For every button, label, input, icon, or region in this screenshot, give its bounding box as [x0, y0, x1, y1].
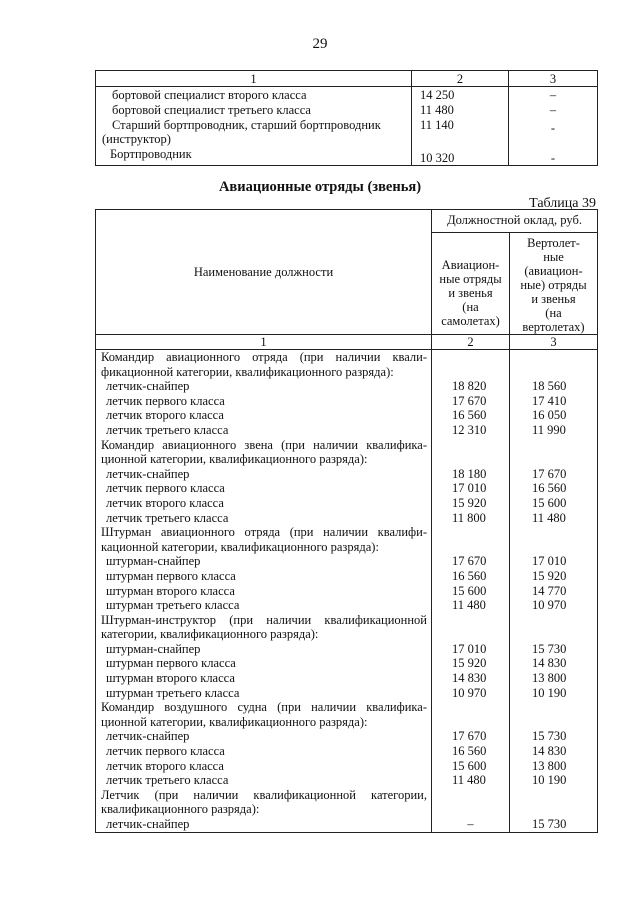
table-row [96, 467, 598, 482]
aircraft-salary-value [432, 613, 510, 628]
helicopter-salary-value: 17 010 [510, 554, 598, 569]
helicopter-salary-value: 17 410 [510, 394, 598, 409]
helicopter-salary-value: 15 730 [510, 729, 598, 744]
category-text: Летчик (при наличии квалификационной категории, [96, 788, 432, 803]
position-name: бортовой специалист третьего класса [96, 102, 412, 117]
col-number-1: 1 [96, 71, 412, 87]
table-row [96, 759, 598, 774]
helicopter-salary-value: 11 480 [510, 511, 598, 526]
category-row [96, 788, 598, 803]
position-name: штурман второго класса [96, 671, 432, 686]
aircraft-salary-value: 15 920 [432, 496, 510, 511]
aircraft-salary-value: 18 820 [432, 379, 510, 394]
salary-group-header: Должностной оклад, руб. [432, 210, 598, 233]
position-name: летчик третьего класса [96, 511, 432, 526]
helicopter-salary-value: 10 970 [510, 598, 598, 613]
col-number-2: 2 [412, 71, 509, 87]
col3-value: - [509, 117, 598, 146]
position-name: летчик первого класса [96, 394, 432, 409]
aircraft-salary-value: 17 010 [432, 481, 510, 496]
col-number-3: 3 [509, 71, 598, 87]
salary-value: 10 320 [412, 146, 509, 166]
salary-value: 11 480 [412, 102, 509, 117]
salary-table [95, 209, 598, 833]
position-name: штурман первого класса [96, 569, 432, 584]
aircraft-salary-value: 15 600 [432, 584, 510, 599]
helicopter-salary-value: 15 600 [510, 496, 598, 511]
category-row [96, 627, 598, 642]
category-row [96, 700, 598, 715]
position-name: летчик второго класса [96, 408, 432, 423]
table-row [96, 598, 598, 613]
helicopter-salary-value: 15 730 [510, 642, 598, 657]
position-name: штурман третьего класса [96, 598, 432, 613]
helicopter-salary-value [510, 627, 598, 642]
aircraft-salary-value: 17 670 [432, 729, 510, 744]
col-number-2: 2 [432, 335, 510, 350]
helicopter-salary-value [510, 540, 598, 555]
aircraft-salary-value: 12 310 [432, 423, 510, 438]
position-column-header: Наименование должности [96, 210, 432, 335]
category-text: Штурман авиационного отряда (при наличии квалифи- [96, 525, 432, 540]
table-header-row [96, 71, 598, 87]
aircraft-salary-value: 17 010 [432, 642, 510, 657]
helicopter-salary-value: 14 770 [510, 584, 598, 599]
table-row [96, 379, 598, 394]
table-header-row [96, 210, 598, 233]
helicopter-salary-value [510, 350, 598, 365]
helicopter-salary-value: 13 800 [510, 759, 598, 774]
category-row [96, 715, 598, 730]
category-text: Командир авиационного отряда (при наличии квали- [96, 350, 432, 365]
helicopter-salary-value [510, 715, 598, 730]
helicopter-header-line: вертолетах) [522, 320, 585, 334]
table-row [96, 584, 598, 599]
aircraft-header-line: Авиацион- [441, 258, 500, 272]
helicopter-salary-value: 13 800 [510, 671, 598, 686]
table-row [96, 117, 598, 146]
aircraft-salary-value [432, 700, 510, 715]
helicopter-salary-value [510, 438, 598, 453]
table-row [96, 496, 598, 511]
aircraft-header-line: самолетах) [441, 314, 500, 328]
helicopter-header-line: (авиацион- [524, 264, 583, 278]
helicopter-salary-value [510, 525, 598, 540]
table-caption: Таблица 39 [529, 196, 596, 211]
position-name: летчик второго класса [96, 496, 432, 511]
aircraft-header-line: и звенья [448, 286, 493, 300]
category-row [96, 365, 598, 380]
position-name-line: (инструктор) [102, 132, 171, 146]
category-text: Командир авиационного звена (при наличии квалифика- [96, 438, 432, 453]
aircraft-salary-value: 16 560 [432, 408, 510, 423]
table-row [96, 729, 598, 744]
aircraft-salary-value: – [432, 817, 510, 832]
position-name: летчик-снайпер [96, 379, 432, 394]
helicopter-header-line: (на [545, 306, 562, 320]
aircraft-salary-value [432, 438, 510, 453]
helicopter-salary-value: 11 990 [510, 423, 598, 438]
helicopter-salary-value: 14 830 [510, 656, 598, 671]
position-name-line: Старший бортпроводник, старший бортпроводник [112, 118, 381, 132]
table-row [96, 394, 598, 409]
aircraft-salary-value: 16 560 [432, 569, 510, 584]
col-number-1: 1 [96, 335, 432, 350]
table-row [96, 744, 598, 759]
position-name: летчик второго класса [96, 759, 432, 774]
category-text: категории, квалификационного разряда): [96, 627, 432, 642]
position-name: летчик-снайпер [96, 467, 432, 482]
aircraft-salary-value: 16 560 [432, 744, 510, 759]
category-row [96, 613, 598, 628]
helicopter-salary-value: 10 190 [510, 773, 598, 788]
helicopter-salary-value [510, 613, 598, 628]
aircraft-header-line: (на [462, 300, 479, 314]
aircraft-salary-value [432, 715, 510, 730]
continuation-table [95, 70, 598, 166]
helicopter-salary-value: 17 670 [510, 467, 598, 482]
helicopter-header-line: и звенья [531, 292, 576, 306]
helicopter-salary-value: 18 560 [510, 379, 598, 394]
position-name: летчик третьего класса [96, 773, 432, 788]
aircraft-salary-value: 14 830 [432, 671, 510, 686]
table-row [96, 554, 598, 569]
helicopter-salary-value [510, 788, 598, 803]
section-title: Авиационные отряды (звенья) [218, 179, 422, 195]
category-text: Штурман-инструктор (при наличии квалификационной [96, 613, 432, 628]
helicopter-header-line: ные [543, 250, 564, 264]
table-row [96, 671, 598, 686]
position-name: летчик первого класса [96, 481, 432, 496]
column-number-row [96, 335, 598, 350]
aircraft-salary-value: 17 670 [432, 554, 510, 569]
category-text: ционной категории, квалификационного разряда): [96, 715, 432, 730]
category-row [96, 540, 598, 555]
aircraft-salary-value [432, 452, 510, 467]
table-row [96, 686, 598, 701]
category-row [96, 438, 598, 453]
position-name: бортовой специалист второго класса [96, 87, 412, 103]
table-row [96, 408, 598, 423]
category-row [96, 802, 598, 817]
aircraft-units-column-header [432, 233, 510, 335]
helicopter-salary-value [510, 802, 598, 817]
position-name: штурман-снайпер [96, 554, 432, 569]
aircraft-salary-value [432, 540, 510, 555]
position-name: летчик-снайпер [96, 729, 432, 744]
table-row [96, 481, 598, 496]
page-number: 29 [312, 36, 328, 52]
helicopter-salary-value: 16 050 [510, 408, 598, 423]
helicopter-salary-value [510, 452, 598, 467]
category-text: ционной категории, квалификационного разряда): [96, 452, 432, 467]
position-name [96, 117, 412, 146]
aircraft-salary-value [432, 525, 510, 540]
aircraft-salary-value: 18 180 [432, 467, 510, 482]
table-row [96, 773, 598, 788]
category-text: квалификационного разряда): [96, 802, 432, 817]
table-row [96, 569, 598, 584]
helicopter-salary-value: 10 190 [510, 686, 598, 701]
position-name: штурман первого класса [96, 656, 432, 671]
category-text: Командир воздушного судна (при наличии квалифика- [96, 700, 432, 715]
aircraft-salary-value: 15 920 [432, 656, 510, 671]
helicopter-salary-value: 15 730 [510, 817, 598, 832]
helicopter-header-line: ные) отряды [520, 278, 587, 292]
category-row [96, 525, 598, 540]
aircraft-salary-value [432, 627, 510, 642]
aircraft-salary-value: 10 970 [432, 686, 510, 701]
col3-value: – [509, 102, 598, 117]
position-name: штурман-снайпер [96, 642, 432, 657]
table-row [96, 656, 598, 671]
table-row [96, 423, 598, 438]
col3-value: – [509, 87, 598, 103]
table-row [96, 642, 598, 657]
helicopter-salary-value: 16 560 [510, 481, 598, 496]
aircraft-salary-value: 15 600 [432, 759, 510, 774]
aircraft-salary-value: 11 480 [432, 598, 510, 613]
table-row [96, 87, 598, 103]
table-row [96, 102, 598, 117]
aircraft-salary-value [432, 788, 510, 803]
position-name: штурман второго класса [96, 584, 432, 599]
position-name: летчик третьего класса [96, 423, 432, 438]
table-row [96, 146, 598, 166]
aircraft-salary-value: 11 800 [432, 511, 510, 526]
table-row [96, 511, 598, 526]
table-row [96, 817, 598, 832]
aircraft-salary-value [432, 365, 510, 380]
aircraft-salary-value: 17 670 [432, 394, 510, 409]
helicopter-units-column-header [510, 233, 598, 335]
aircraft-salary-value [432, 802, 510, 817]
salary-value: 11 140 [412, 117, 509, 146]
aircraft-salary-value: 11 480 [432, 773, 510, 788]
aircraft-header-line: ные отряды [439, 272, 502, 286]
position-name: Бортпроводник [96, 146, 412, 166]
position-name: летчик первого класса [96, 744, 432, 759]
position-name: штурман третьего класса [96, 686, 432, 701]
helicopter-header-line: Вертолет- [527, 236, 580, 250]
helicopter-salary-value [510, 365, 598, 380]
helicopter-salary-value: 14 830 [510, 744, 598, 759]
category-text: фикационной категории, квалификационного разряда): [96, 365, 432, 380]
helicopter-salary-value: 15 920 [510, 569, 598, 584]
category-row [96, 452, 598, 467]
col3-value: - [509, 146, 598, 166]
category-text: кационной категории, квалификационного разряда): [96, 540, 432, 555]
aircraft-salary-value [432, 350, 510, 365]
position-name: летчик-снайпер [96, 817, 432, 832]
category-row [96, 350, 598, 365]
salary-value: 14 250 [412, 87, 509, 103]
helicopter-salary-value [510, 700, 598, 715]
col-number-3: 3 [510, 335, 598, 350]
